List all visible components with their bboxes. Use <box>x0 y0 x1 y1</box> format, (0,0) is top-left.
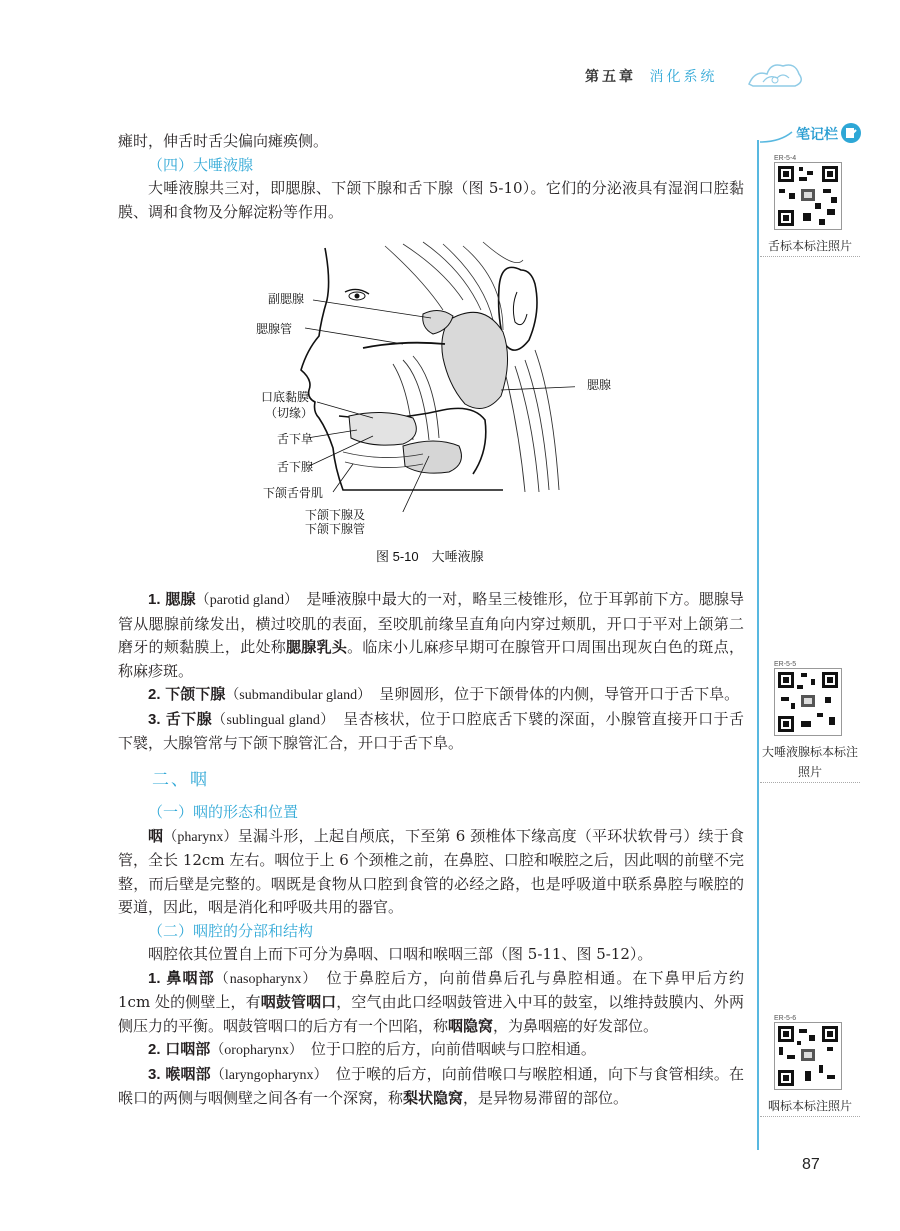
paragraph-laryngopharynx <box>118 1063 744 1111</box>
text: 位于鼻腔后方，向前借鼻后孔与鼻腔相通。在下鼻甲后方约 1cm 处的侧壁上，有 <box>118 968 744 1011</box>
salivary-gland-figure <box>253 240 612 512</box>
term-tube-opening: 咽鼓管咽口 <box>260 994 337 1011</box>
page-number: 87 <box>802 1156 820 1173</box>
item-number: 2. <box>148 1041 161 1058</box>
label-sublingual-gland: 舌下腺 <box>277 460 314 474</box>
figure-caption: 图 5-10 大唾液腺 <box>376 549 484 564</box>
paragraph: 大唾液腺共三对，即腮腺、下颌下腺和舌下腺（图 5-10）。它们的分泌液具有湿润口腔黏膜、调和食物及分解淀粉等作用。 <box>118 179 744 221</box>
qr-id: ER-5-6 <box>774 1015 797 1022</box>
notebook-pencil-icon <box>840 122 862 144</box>
term-english: （sublingual gland） <box>212 712 328 728</box>
section-heading: 二、咽 <box>152 769 209 789</box>
qr-code-icon[interactable] <box>774 162 842 230</box>
label-submandibular-duct: 下颌下腺管 <box>305 522 366 536</box>
qr-id: ER-5-4 <box>774 155 797 162</box>
term-english: （nasopharynx） <box>214 971 311 987</box>
item-number: 3. <box>148 1065 161 1083</box>
paragraph-parotid <box>118 588 744 683</box>
sidebar-divider <box>757 140 759 1150</box>
term-english: （submandibular gland） <box>225 688 365 703</box>
paragraph: 瘫时，伸舌时舌尖偏向瘫痪侧。 <box>118 132 329 150</box>
text: 位于喉的后方，向前借喉口与喉腔相通，向下与食管相续。在喉口的两侧与咽侧壁之间各有一个深窝，称 <box>118 1064 744 1107</box>
term-sublingual: 舌下腺 <box>165 710 213 728</box>
term-parotid: 腮腺 <box>165 591 196 608</box>
text: 位于口腔的后方，向前借咽峡与口腔相通。 <box>310 1040 596 1058</box>
text: 呈杏核状，位于口腔底舌下襞的深面，小腺管直接开口于舌下襞，大腺管常与下颌下腺管汇合，开口于舌下阜。 <box>118 709 744 752</box>
text-block-bottom <box>118 588 744 1111</box>
text: 。临床小儿麻疹早期可在腺管开口周围出现灰白色的斑点，称麻疹斑。 <box>118 638 744 680</box>
notes-label: 笔记栏 <box>796 126 838 142</box>
label-parotid: 腮腺 <box>587 378 612 392</box>
label-mylohyoid: 下颌舌骨肌 <box>263 486 324 500</box>
running-header <box>585 64 805 94</box>
text: 呈漏斗形，上起自颅底，下至第 6 颈椎体下缘高度（平环状软骨弓）续于食管，全长 12cm 左右。咽位于上 6 个颈椎之前，在鼻腔、口腔和喉腔之后，因此咽的前壁不完整，而后壁是完整的。咽既是食物从口腔到食管的必经之路，也是呼吸道中联系鼻腔与喉腔的要道，因此，咽是消化和呼吸共用的器官。 <box>118 826 744 916</box>
label-oral-floor-mucosa: 口底黏膜 <box>261 390 310 404</box>
term-laryngopharynx: 喉咽部 <box>165 1065 211 1083</box>
qr-caption: 咽标本标注照片 <box>760 1096 860 1117</box>
text: ，为鼻咽癌的好发部位。 <box>493 1016 659 1035</box>
term-piriform-recess: 梨状隐窝 <box>403 1090 464 1107</box>
text: ，空气由此口经咽鼓管进入中耳的鼓室，以维持鼓膜内、外两侧压力的平衡。咽鼓管咽口的后方有一个凹陷，称 <box>118 993 744 1035</box>
text: 是唾液腺中最大的一对，略呈三棱锥形，位于耳郭前下方。腮腺导管从腮腺前缘发出，横过咬肌的表面，至咬肌前缘呈直角向内穿过颊肌，开口于平对上颌第二磨牙的颊黏膜上，此处称 <box>118 590 744 656</box>
label-parotid-duct: 腮腺管 <box>256 322 293 336</box>
cloud-ornament-icon <box>745 58 805 92</box>
paragraph-oropharynx <box>118 1038 744 1063</box>
term-submandibular: 下颌下腺 <box>165 686 226 703</box>
label-submandibular-gland: 下颌下腺及 <box>305 508 366 522</box>
term-pharyngeal-recess: 咽隐窝 <box>448 1017 494 1035</box>
text: ，是异物易滞留的部位。 <box>463 1089 629 1107</box>
chapter-label: 第五章 <box>585 68 636 84</box>
term-pharynx: 咽 <box>148 827 164 845</box>
label-oral-floor-mucosa-cut: （切缘） <box>265 406 314 420</box>
item-number: 1. <box>148 591 161 608</box>
term-parotid-papilla: 腮腺乳头 <box>286 639 348 656</box>
qr-caption: 舌标本标注照片 <box>760 236 860 257</box>
chapter-title: 消化系统 <box>649 68 718 84</box>
label-sublingual-caruncle: 舌下阜 <box>277 432 314 446</box>
paragraph: 咽腔依其位置自上而下可分为鼻咽、口咽和喉咽三部（图 5-11、图 5-12）。 <box>148 945 653 963</box>
text: 呈卵圆形，位于下颌骨体的内侧，导管开口于舌下阜。 <box>379 685 740 703</box>
notes-line-icon <box>760 124 800 144</box>
label-accessory-parotid: 副腮腺 <box>268 292 305 306</box>
term-english: （pharynx） <box>163 829 238 845</box>
paragraph-submandibular <box>118 683 744 708</box>
notes-column-header <box>760 122 870 148</box>
term-oropharynx: 口咽部 <box>165 1041 211 1058</box>
item-number: 1. <box>148 969 161 987</box>
qr-id: ER-5-5 <box>774 661 797 668</box>
qr-code-icon[interactable] <box>774 1022 842 1090</box>
paragraph-sublingual <box>118 708 744 756</box>
subsection-heading: （二）咽腔的分部和结构 <box>148 922 314 940</box>
qr-caption: 大唾液腺标本标注照片 <box>760 742 860 783</box>
term-english: （parotid gland） <box>195 593 292 608</box>
term-english: （oropharynx） <box>210 1043 296 1058</box>
term-nasopharynx: 鼻咽部 <box>166 969 215 987</box>
subsection-heading: （四）大唾液腺 <box>148 156 254 174</box>
paragraph-pharynx <box>118 825 744 920</box>
qr-code-icon[interactable] <box>774 668 842 736</box>
paragraph-nasopharynx <box>118 967 744 1039</box>
subsection-heading: （一）咽的形态和位置 <box>148 804 299 821</box>
term-english: （laryngopharynx） <box>210 1067 321 1083</box>
item-number: 3. <box>148 710 161 728</box>
text-block-top <box>118 130 744 224</box>
item-number: 2. <box>148 686 161 703</box>
